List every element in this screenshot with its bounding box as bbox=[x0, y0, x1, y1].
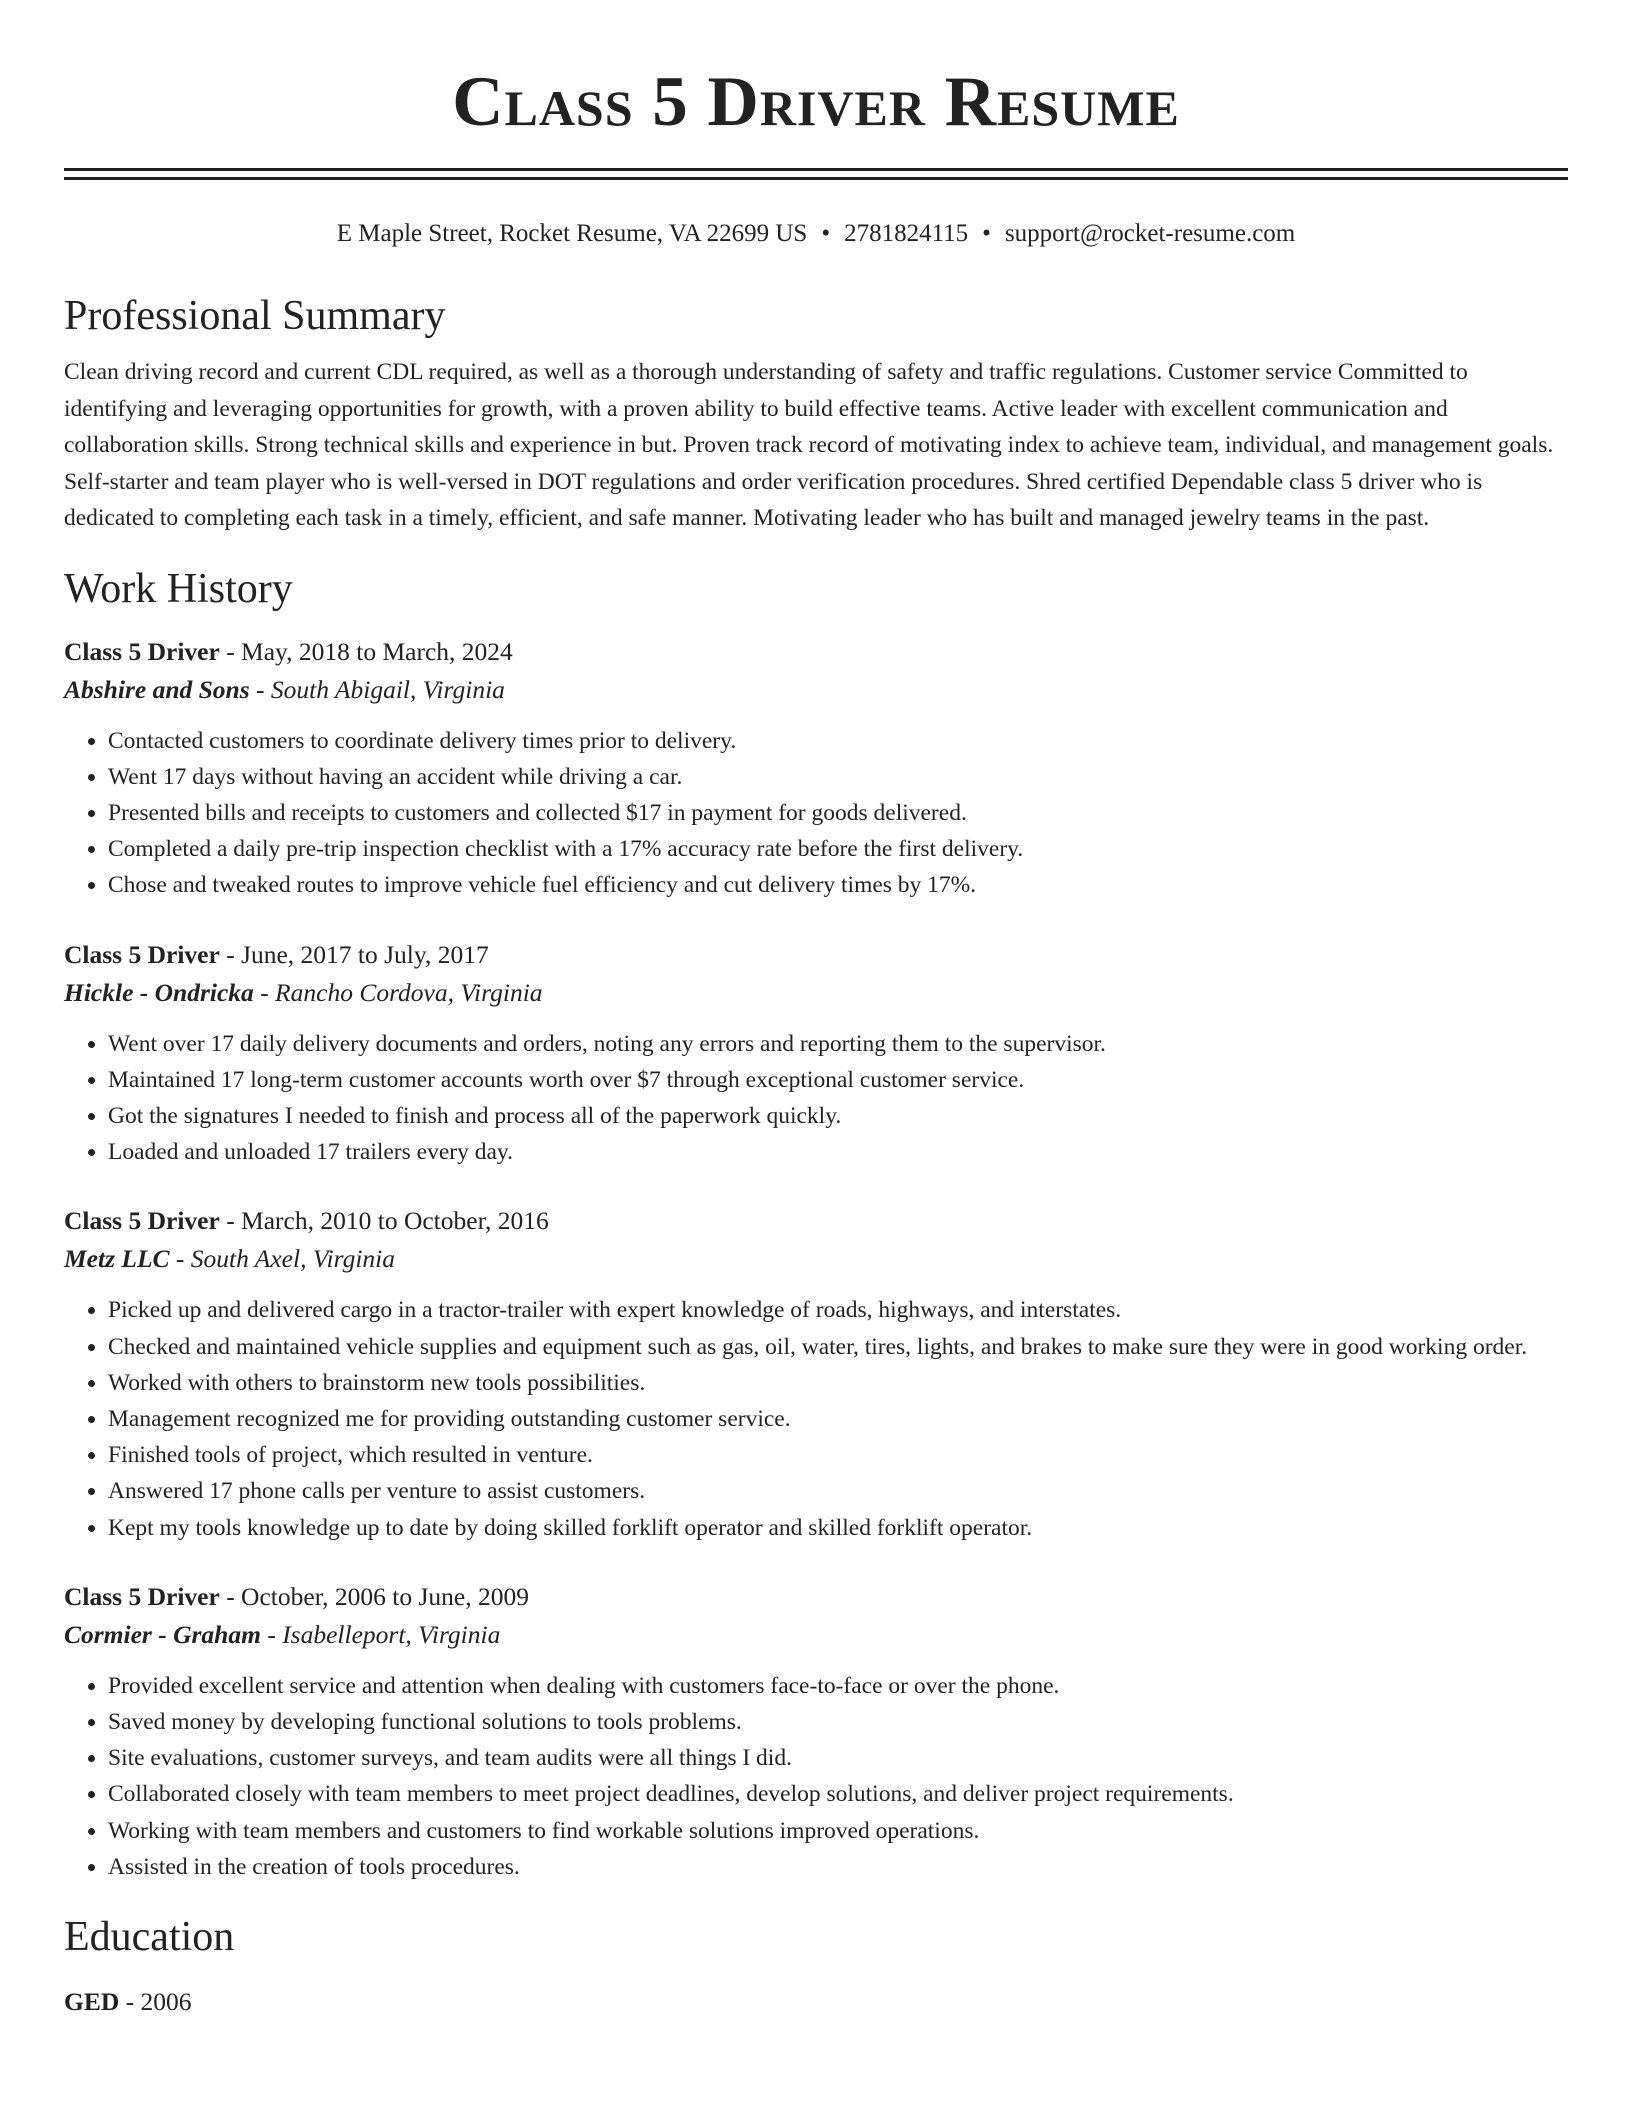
job-company-line bbox=[64, 974, 1568, 1012]
job-title-line bbox=[64, 1202, 1568, 1240]
job-duty-item: • Finished tools of project, which resulted in venture. bbox=[108, 1437, 1568, 1473]
job-title-line bbox=[64, 633, 1568, 671]
job-duty-item: • Maintained 17 long-term customer accounts worth over $7 through exceptional customer service. bbox=[108, 1062, 1568, 1098]
job-duty-item: • Saved money by developing functional solutions to tools problems. bbox=[108, 1704, 1568, 1740]
job-title-line bbox=[64, 936, 1568, 974]
contact-separator: • bbox=[982, 220, 991, 247]
contact-phone: 2781824115 bbox=[844, 220, 969, 247]
job-location: - South Axel, Virginia bbox=[169, 1244, 396, 1274]
work-history-heading: Work History bbox=[64, 565, 293, 612]
job-duty-item: • Collaborated closely with team members to meet project deadlines, develop solutions, and deliver project requirements. bbox=[108, 1776, 1568, 1812]
job-title: Class 5 Driver bbox=[64, 1581, 220, 1611]
job-duty-item: • Contacted customers to coordinate delivery times prior to delivery. bbox=[108, 723, 1568, 759]
job-duty-item: • Site evaluations, customer surveys, and team audits were all things I did. bbox=[108, 1740, 1568, 1776]
job-company: Cormier - Graham bbox=[64, 1619, 261, 1649]
job-location: - South Abigail, Virginia bbox=[249, 674, 505, 704]
job-duty-item: • Working with team members and customers to find workable solutions improved operations. bbox=[108, 1813, 1568, 1849]
job-entry bbox=[64, 936, 1568, 1171]
job-duty-item: • Went 17 days without having an accident while driving a car. bbox=[108, 759, 1568, 795]
job-entry bbox=[64, 633, 1568, 904]
page-title: Class 5 Driver Resume bbox=[452, 63, 1180, 141]
job-duty-item: • Presented bills and receipts to customers and collected $17 in payment for goods delivered. bbox=[108, 795, 1568, 831]
job-duty-item: • Completed a daily pre-trip inspection checklist with a 17% accuracy rate before the first delivery. bbox=[108, 831, 1568, 867]
work-history-list bbox=[64, 633, 1568, 1885]
job-dates: - May, 2018 to March, 2024 bbox=[219, 636, 513, 666]
job-company-line bbox=[64, 1240, 1568, 1278]
job-title: Class 5 Driver bbox=[64, 939, 220, 969]
job-duty-item: • Management recognized me for providing outstanding customer service. bbox=[108, 1401, 1568, 1437]
contact-separator: • bbox=[821, 220, 831, 247]
job-company: Metz LLC bbox=[64, 1244, 170, 1274]
job-duty-item: • Got the signatures I needed to finish and process all of the paperwork quickly. bbox=[108, 1098, 1568, 1134]
job-duty-item: • Chose and tweaked routes to improve vehicle fuel efficiency and cut delivery times by 17%. bbox=[108, 867, 1568, 903]
job-duty-item: • Loaded and unloaded 17 trailers every day. bbox=[108, 1134, 1568, 1170]
summary-heading: Professional Summary bbox=[64, 293, 446, 339]
education-degree: GED bbox=[64, 1986, 120, 2016]
education-year: - 2006 bbox=[119, 1986, 192, 2016]
job-duty-item: • Worked with others to brainstorm new tools possibilities. bbox=[108, 1365, 1568, 1401]
job-title: Class 5 Driver bbox=[64, 636, 220, 666]
job-duty-item: • Checked and maintained vehicle supplies and equipment such as gas, oil, water, tires, lights, and brakes to make sure they were in good working order. bbox=[108, 1329, 1568, 1365]
title-double-rule bbox=[64, 168, 1568, 180]
job-duties-list bbox=[64, 1026, 1568, 1171]
job-duty-item: • Kept my tools knowledge up to date by doing skilled forklift operator and skilled forklift operator. bbox=[108, 1510, 1568, 1546]
job-dates: - June, 2017 to July, 2017 bbox=[219, 939, 489, 969]
education-entry bbox=[64, 1983, 1568, 2021]
job-duty-item: • Picked up and delivered cargo in a tractor-trailer with expert knowledge of roads, highways, and interstates. bbox=[108, 1292, 1568, 1328]
job-entry bbox=[64, 1578, 1568, 1885]
job-duties-list bbox=[64, 723, 1568, 904]
job-title-line bbox=[64, 1578, 1568, 1616]
contact-address: E Maple Street, Rocket Resume, VA 22699 US bbox=[336, 220, 808, 247]
job-title: Class 5 Driver bbox=[64, 1206, 220, 1236]
education-heading: Education bbox=[64, 1913, 235, 1960]
job-company-line bbox=[64, 671, 1568, 709]
job-location: - Isabelleport, Virginia bbox=[260, 1619, 501, 1649]
job-duties-list bbox=[64, 1668, 1568, 1885]
job-company: Abshire and Sons bbox=[64, 674, 250, 704]
contact-email: support@rocket-resume.com bbox=[1004, 220, 1296, 247]
job-entry bbox=[64, 1202, 1568, 1545]
job-duties-list bbox=[64, 1292, 1568, 1545]
job-company: Hickle - Ondricka bbox=[64, 977, 254, 1007]
summary-text: Clean driving record and current CDL required, as well as a thorough understanding of safety and traffic regulations. Customer service Committed to identifying and leveraging opportunities for growth, with a proven ability to build effective teams. Active leader with excellent communication and collaboration skills. Strong technical skills and experience in but. Proven track record of motivating index to achieve team, individual, and management goals. Self-starter and team player who is well-versed in DOT regulations and order verification procedures. Shred certified Dependable class 5 driver who is dedicated to completing each task in a timely, efficient, and safe manner. Motivating leader who has built and managed jewelry teams in the past. bbox=[64, 359, 1554, 531]
job-duty-item: • Went over 17 daily delivery documents and orders, noting any errors and reporting them to the supervisor. bbox=[108, 1026, 1568, 1062]
job-location: - Rancho Cordova, Virginia bbox=[253, 977, 543, 1007]
job-duty-item: • Answered 17 phone calls per venture to assist customers. bbox=[108, 1473, 1568, 1509]
job-duty-item: • Provided excellent service and attention when dealing with customers face-to-face or over the phone. bbox=[108, 1668, 1568, 1704]
job-duty-item: • Assisted in the creation of tools procedures. bbox=[108, 1849, 1568, 1885]
job-dates: - October, 2006 to June, 2009 bbox=[219, 1581, 529, 1611]
job-dates: - March, 2010 to October, 2016 bbox=[219, 1206, 549, 1236]
job-company-line bbox=[64, 1616, 1568, 1654]
contact-line bbox=[64, 218, 1568, 250]
